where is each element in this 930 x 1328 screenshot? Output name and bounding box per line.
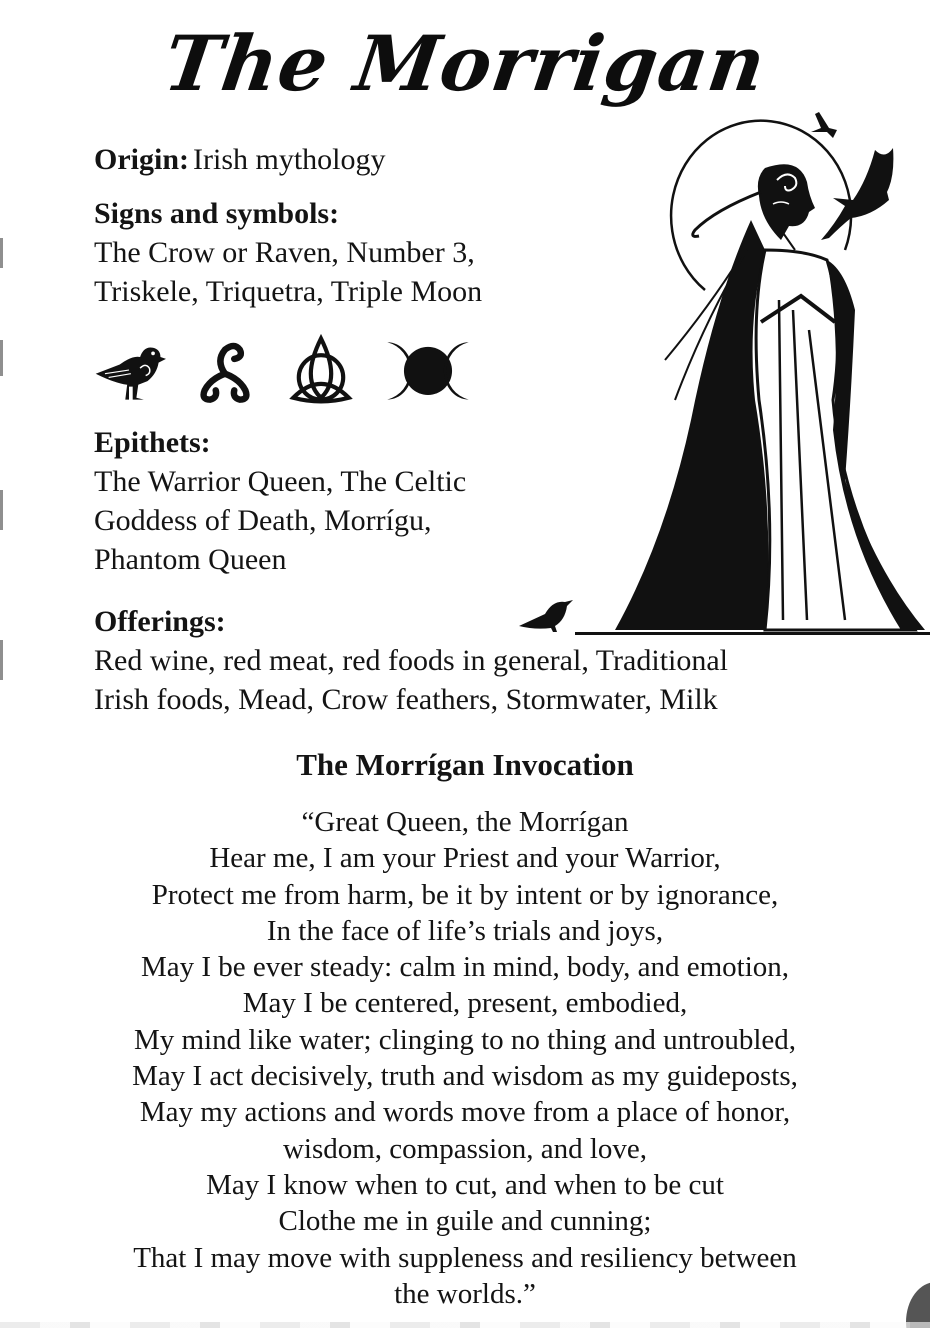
signs-section bbox=[94, 195, 482, 311]
symbols-row bbox=[92, 333, 476, 407]
bottom-edge-strip bbox=[0, 1322, 930, 1328]
epithets-line: The Warrior Queen, The Celtic bbox=[94, 465, 467, 498]
edge-artifact bbox=[0, 490, 3, 530]
epithets-label: Epithets: bbox=[94, 426, 211, 459]
page-title: The Morrigan bbox=[158, 19, 772, 108]
invocation-line: May I know when to cut, and when to be cut bbox=[206, 1168, 724, 1201]
invocation-line: wisdom, compassion, and love, bbox=[282, 1132, 648, 1165]
epithets-section bbox=[94, 424, 466, 579]
signs-line: The Crow or Raven, Number 3, bbox=[94, 236, 475, 269]
offerings-line: Red wine, red meat, red foods in general, Traditional bbox=[94, 644, 729, 677]
triquetra-icon bbox=[284, 333, 358, 407]
origin-row bbox=[94, 140, 386, 179]
signs-line: Triskele, Triquetra, Triple Moon bbox=[94, 275, 483, 308]
offerings-label: Offerings: bbox=[94, 605, 226, 638]
invocation-line: the worlds.” bbox=[394, 1277, 536, 1310]
goddess-illustration bbox=[515, 100, 930, 640]
signs-label: Signs and symbols: bbox=[94, 197, 340, 230]
invocation-line: Hear me, I am your Priest and your Warrior, bbox=[209, 842, 721, 875]
invocation-line: Clothe me in guile and cunning; bbox=[278, 1205, 652, 1238]
edge-artifact bbox=[0, 238, 3, 268]
perched-crow-icon bbox=[519, 600, 573, 632]
raven-icon bbox=[92, 333, 166, 407]
invocation-line: Protect me from harm, be it by intent or by ignorance, bbox=[151, 878, 779, 911]
triple-moon-icon bbox=[380, 333, 476, 407]
triskele-icon bbox=[188, 333, 262, 407]
invocation-section bbox=[40, 740, 890, 1312]
edge-artifact bbox=[0, 640, 3, 680]
epithets-line: Goddess of Death, Morrígu, bbox=[94, 504, 432, 537]
invocation-line: May my actions and words move from a place of honor, bbox=[139, 1096, 791, 1129]
invocation-line: May I be centered, present, embodied, bbox=[242, 987, 688, 1020]
invocation-line: May I be ever steady: calm in mind, body, and emotion, bbox=[140, 951, 790, 984]
invocation-title: The Morrígan Invocation bbox=[296, 747, 634, 782]
edge-artifact bbox=[0, 340, 3, 376]
invocation-line: My mind like water; clinging to no thing and untroubled, bbox=[133, 1023, 797, 1056]
raven-flying-icon bbox=[821, 148, 893, 240]
invocation-line: In the face of life’s trials and joys, bbox=[266, 914, 664, 947]
invocation-line: May I act decisively, truth and wisdom as my guideposts, bbox=[132, 1060, 798, 1093]
bird-icon bbox=[811, 112, 837, 138]
epithets-line: Phantom Queen bbox=[94, 543, 287, 576]
origin-value: Irish mythology bbox=[193, 143, 386, 176]
offerings-line: Irish foods, Mead, Crow feathers, Stormwater, Milk bbox=[94, 683, 718, 716]
origin-label: Origin: bbox=[94, 143, 189, 176]
invocation-line: That I may move with suppleness and resiliency between bbox=[133, 1241, 797, 1274]
invocation-line: “Great Queen, the Morrígan bbox=[301, 806, 629, 838]
